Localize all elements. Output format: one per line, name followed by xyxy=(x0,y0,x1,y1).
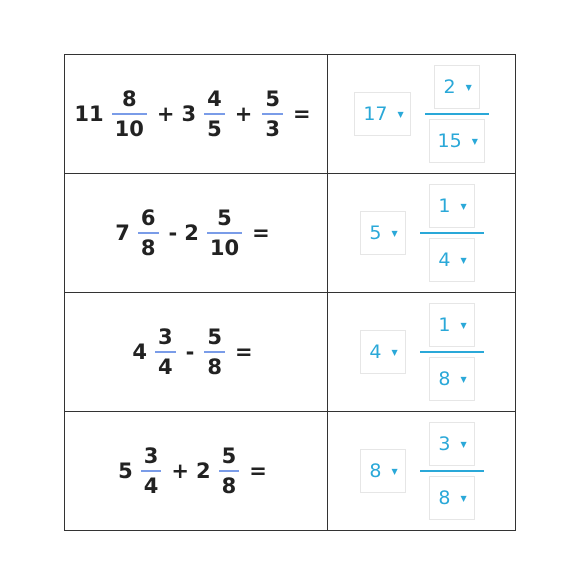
denominator-dropdown[interactable] xyxy=(429,357,475,401)
caret-down-icon: ▼ xyxy=(391,347,398,357)
answer-group xyxy=(328,174,515,292)
whole-number: 5 xyxy=(118,459,133,483)
caret-down-icon: ▼ xyxy=(460,320,467,330)
selected-value: 4 xyxy=(438,249,451,271)
denominator: 8 xyxy=(140,236,156,260)
problem-row xyxy=(65,412,516,531)
whole-number: 11 xyxy=(74,102,104,126)
fraction xyxy=(219,444,240,498)
whole-number: 2 xyxy=(196,459,211,483)
operator: + xyxy=(171,459,189,483)
fraction-bar xyxy=(219,470,240,472)
numerator-dropdown[interactable] xyxy=(429,303,475,347)
whole-number-dropdown[interactable] xyxy=(354,92,410,136)
answer-fraction-bar xyxy=(425,113,489,115)
numerator-dropdown[interactable] xyxy=(429,422,475,466)
answer-group xyxy=(328,293,515,411)
numerator: 6 xyxy=(140,206,156,230)
fraction-bar xyxy=(141,470,162,472)
answer-fraction xyxy=(420,422,484,520)
selected-value: 15 xyxy=(437,130,462,152)
caret-down-icon: ▼ xyxy=(397,109,404,119)
fraction xyxy=(204,325,225,379)
question-cell xyxy=(65,55,328,174)
denominator: 4 xyxy=(143,474,159,498)
caret-down-icon: ▼ xyxy=(460,201,467,211)
equals-sign: = xyxy=(292,102,311,126)
denominator-dropdown[interactable] xyxy=(429,119,485,163)
selected-value: 1 xyxy=(438,314,451,336)
answer-fraction-bar xyxy=(420,470,484,472)
caret-down-icon: ▼ xyxy=(460,255,467,265)
denominator: 8 xyxy=(207,355,222,379)
caret-down-icon: ▼ xyxy=(391,466,398,476)
expression xyxy=(65,412,327,530)
caret-down-icon: ▼ xyxy=(471,136,478,146)
denominator: 10 xyxy=(209,236,240,260)
whole-number: 7 xyxy=(115,221,130,245)
worksheet-rows xyxy=(65,55,516,531)
answer-fraction xyxy=(425,65,489,163)
expression xyxy=(65,55,327,173)
answer-fraction xyxy=(420,303,484,401)
whole-number: 2 xyxy=(184,221,199,245)
selected-value: 8 xyxy=(438,487,451,509)
fraction-bar xyxy=(204,351,225,353)
numerator: 4 xyxy=(207,87,222,111)
answer-fraction xyxy=(420,184,484,282)
problem-row xyxy=(65,55,516,174)
denominator-dropdown[interactable] xyxy=(429,476,475,520)
fraction-bar xyxy=(155,351,176,353)
answer-group xyxy=(328,412,515,530)
operator: + xyxy=(234,102,253,126)
whole-number-dropdown[interactable] xyxy=(360,449,406,493)
equals-sign: = xyxy=(252,221,270,245)
whole-number-dropdown[interactable] xyxy=(360,330,406,374)
answer-group xyxy=(328,55,515,173)
equals-sign: = xyxy=(234,340,253,364)
operator: + xyxy=(156,102,175,126)
selected-value: 8 xyxy=(369,460,382,482)
expression xyxy=(65,174,327,292)
denominator: 3 xyxy=(265,117,280,141)
equals-sign: = xyxy=(249,459,267,483)
selected-value: 17 xyxy=(363,103,388,125)
denominator: 4 xyxy=(158,355,173,379)
numerator: 5 xyxy=(221,444,237,468)
whole-number: 4 xyxy=(132,340,148,364)
caret-down-icon: ▼ xyxy=(460,493,467,503)
answer-fraction-bar xyxy=(420,232,484,234)
fraction-bar xyxy=(207,232,242,234)
question-cell xyxy=(65,412,328,531)
problem-row xyxy=(65,293,516,412)
denominator-dropdown[interactable] xyxy=(429,238,475,282)
expression xyxy=(65,293,327,411)
fraction-bar xyxy=(262,113,283,115)
fraction-worksheet xyxy=(64,54,516,531)
operator: - xyxy=(168,221,178,245)
fraction xyxy=(141,444,162,498)
answer-fraction-bar xyxy=(420,351,484,353)
fraction xyxy=(112,87,147,141)
fraction xyxy=(138,206,159,260)
numerator: 8 xyxy=(121,87,137,111)
selected-value: 3 xyxy=(438,433,451,455)
whole-number: 3 xyxy=(181,102,197,126)
fraction-bar xyxy=(112,113,147,115)
answer-cell xyxy=(328,174,516,293)
numerator: 5 xyxy=(265,87,280,111)
numerator-dropdown[interactable] xyxy=(434,65,480,109)
numerator: 5 xyxy=(207,325,222,349)
numerator: 5 xyxy=(217,206,232,230)
operator: - xyxy=(185,340,195,364)
fraction xyxy=(262,87,283,141)
question-cell xyxy=(65,174,328,293)
caret-down-icon: ▼ xyxy=(460,374,467,384)
fraction-bar xyxy=(138,232,159,234)
denominator: 8 xyxy=(221,474,237,498)
answer-cell xyxy=(328,293,516,412)
fraction-bar xyxy=(204,113,225,115)
fraction xyxy=(204,87,225,141)
problem-row xyxy=(65,174,516,293)
denominator: 10 xyxy=(114,117,144,141)
fraction xyxy=(155,325,176,379)
caret-down-icon: ▼ xyxy=(391,228,398,238)
whole-number-dropdown[interactable] xyxy=(360,211,406,255)
selected-value: 4 xyxy=(369,341,382,363)
question-cell xyxy=(65,293,328,412)
caret-down-icon: ▼ xyxy=(465,82,472,92)
selected-value: 8 xyxy=(438,368,451,390)
fraction xyxy=(207,206,242,260)
selected-value: 5 xyxy=(369,222,382,244)
caret-down-icon: ▼ xyxy=(460,439,467,449)
selected-value: 2 xyxy=(443,76,456,98)
numerator: 3 xyxy=(158,325,173,349)
answer-cell xyxy=(328,55,516,174)
numerator-dropdown[interactable] xyxy=(429,184,475,228)
denominator: 5 xyxy=(207,117,222,141)
answer-cell xyxy=(328,412,516,531)
numerator: 3 xyxy=(143,444,159,468)
selected-value: 1 xyxy=(438,195,451,217)
